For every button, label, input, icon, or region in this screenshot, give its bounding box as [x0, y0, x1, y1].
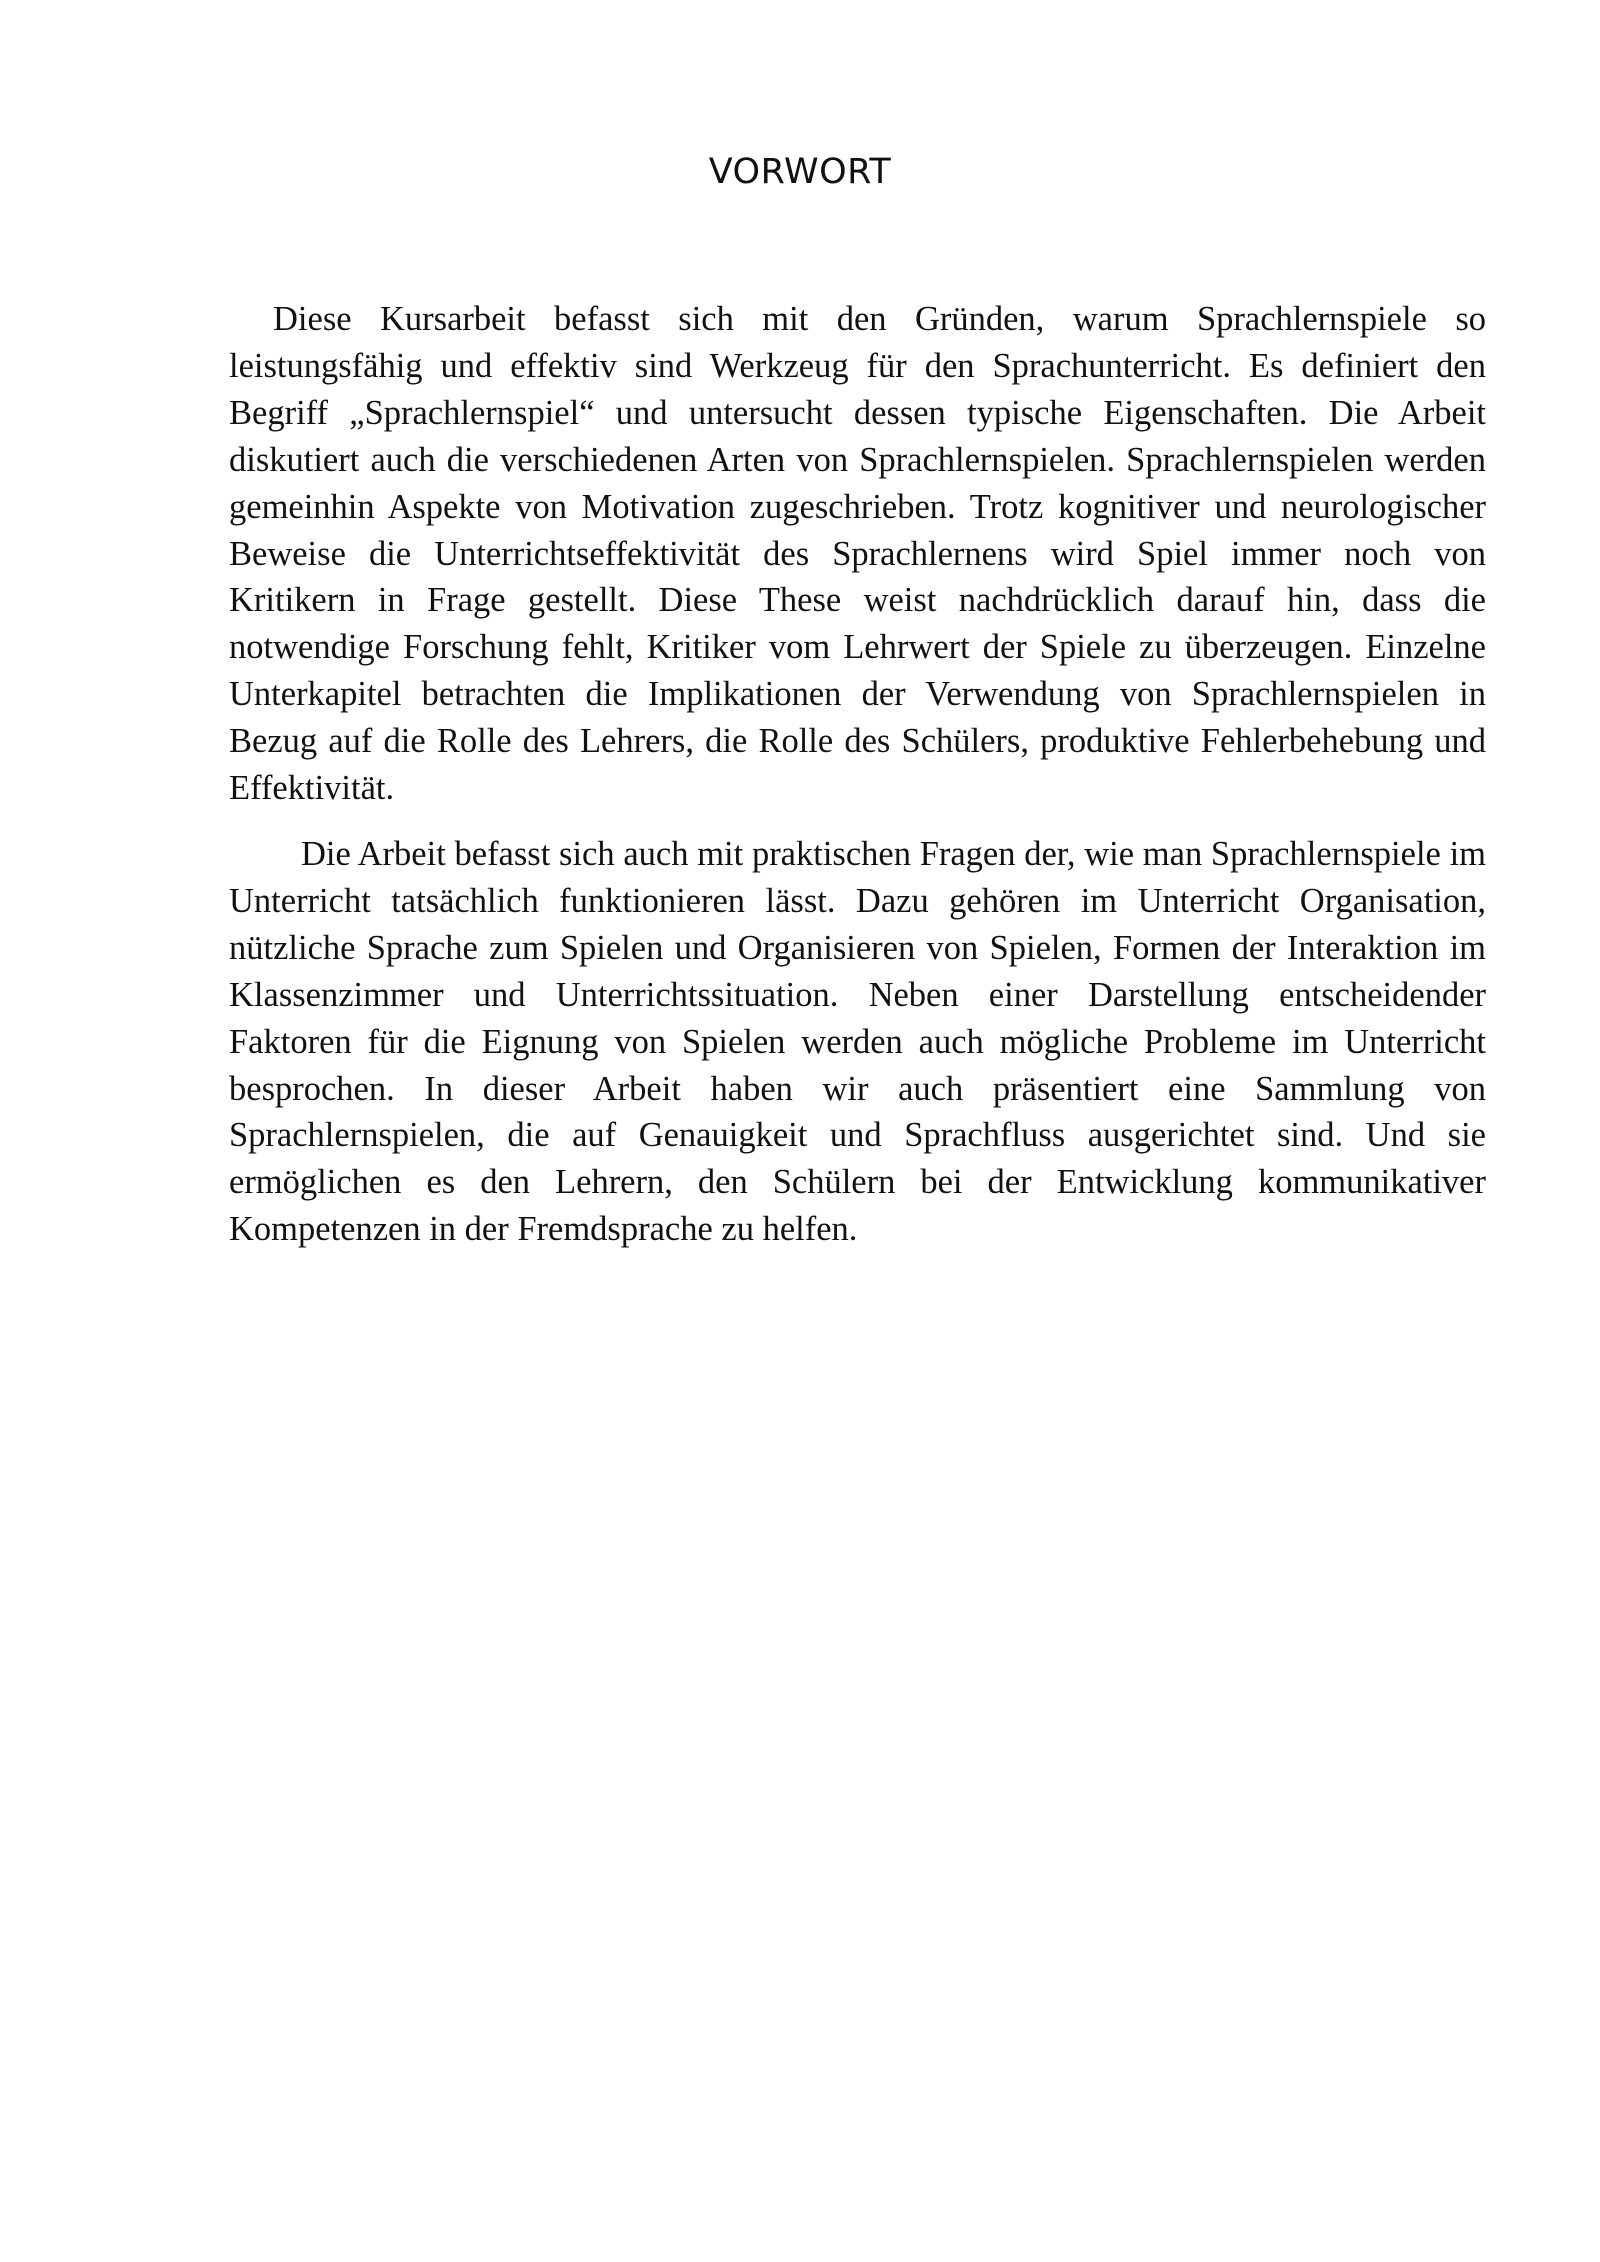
document-body [229, 296, 1486, 1253]
page-title: VORWORT [708, 152, 892, 192]
body-paragraph-1: Diese Kursarbeit befasst sich mit den Gründen, warum Sprachlernspiele so leistungsfähig und effektiv sind Werkzeug für den Sprachunterricht. Es definiert den Begriff „Sprachlernspiel“ und untersucht dessen typische Eigenschaften. Die Arbeit diskutiert auch die verschiedenen Arten von Sprachlernspielen. Sprachlernspielen werden gemeinhin Aspekte von Motivation zugeschrieben. Trotz kognitiver und neurologischer Beweise die Unterrichtseffektivität des Sprachlernens wird Spiel immer noch von Kritikern in Frage gestellt. Diese These weist nachdrücklich darauf hin, dass die notwendige Forschung fehlt, Kritiker vom Lehrwert der Spiele zu überzeugen. Einzelne Unterkapitel betrachten die Implikationen der Verwendung von Sprachlernspielen in Bezug auf die Rolle des Lehrers, die Rolle des Schülers, produktive Fehlerbehebung und Effektivität. [229, 300, 1486, 808]
body-paragraph-2: Die Arbeit befasst sich auch mit praktischen Fragen der, wie man Sprachlernspiele im Unterricht tatsächlich funktionieren lässt. Dazu gehören im Unterricht Organisation, nützliche Sprache zum Spielen und Organisieren von Spielen, Formen der Interaktion im Klassenzimmer und Unterrichtssituation. Neben einer Darstellung entscheidender Faktoren für die Eignung von Spielen werden auch mögliche Probleme im Unterricht besprochen. In dieser Arbeit haben wir auch präsentiert eine Sammlung von Sprachlernspielen, die auf Genauigkeit und Sprachfluss ausgerichtet sind. Und sie ermöglichen es den Lehrern, den Schülern bei der Entwicklung kommunikativer Kompetenzen in der Fremdsprache zu helfen. [229, 834, 1486, 1249]
